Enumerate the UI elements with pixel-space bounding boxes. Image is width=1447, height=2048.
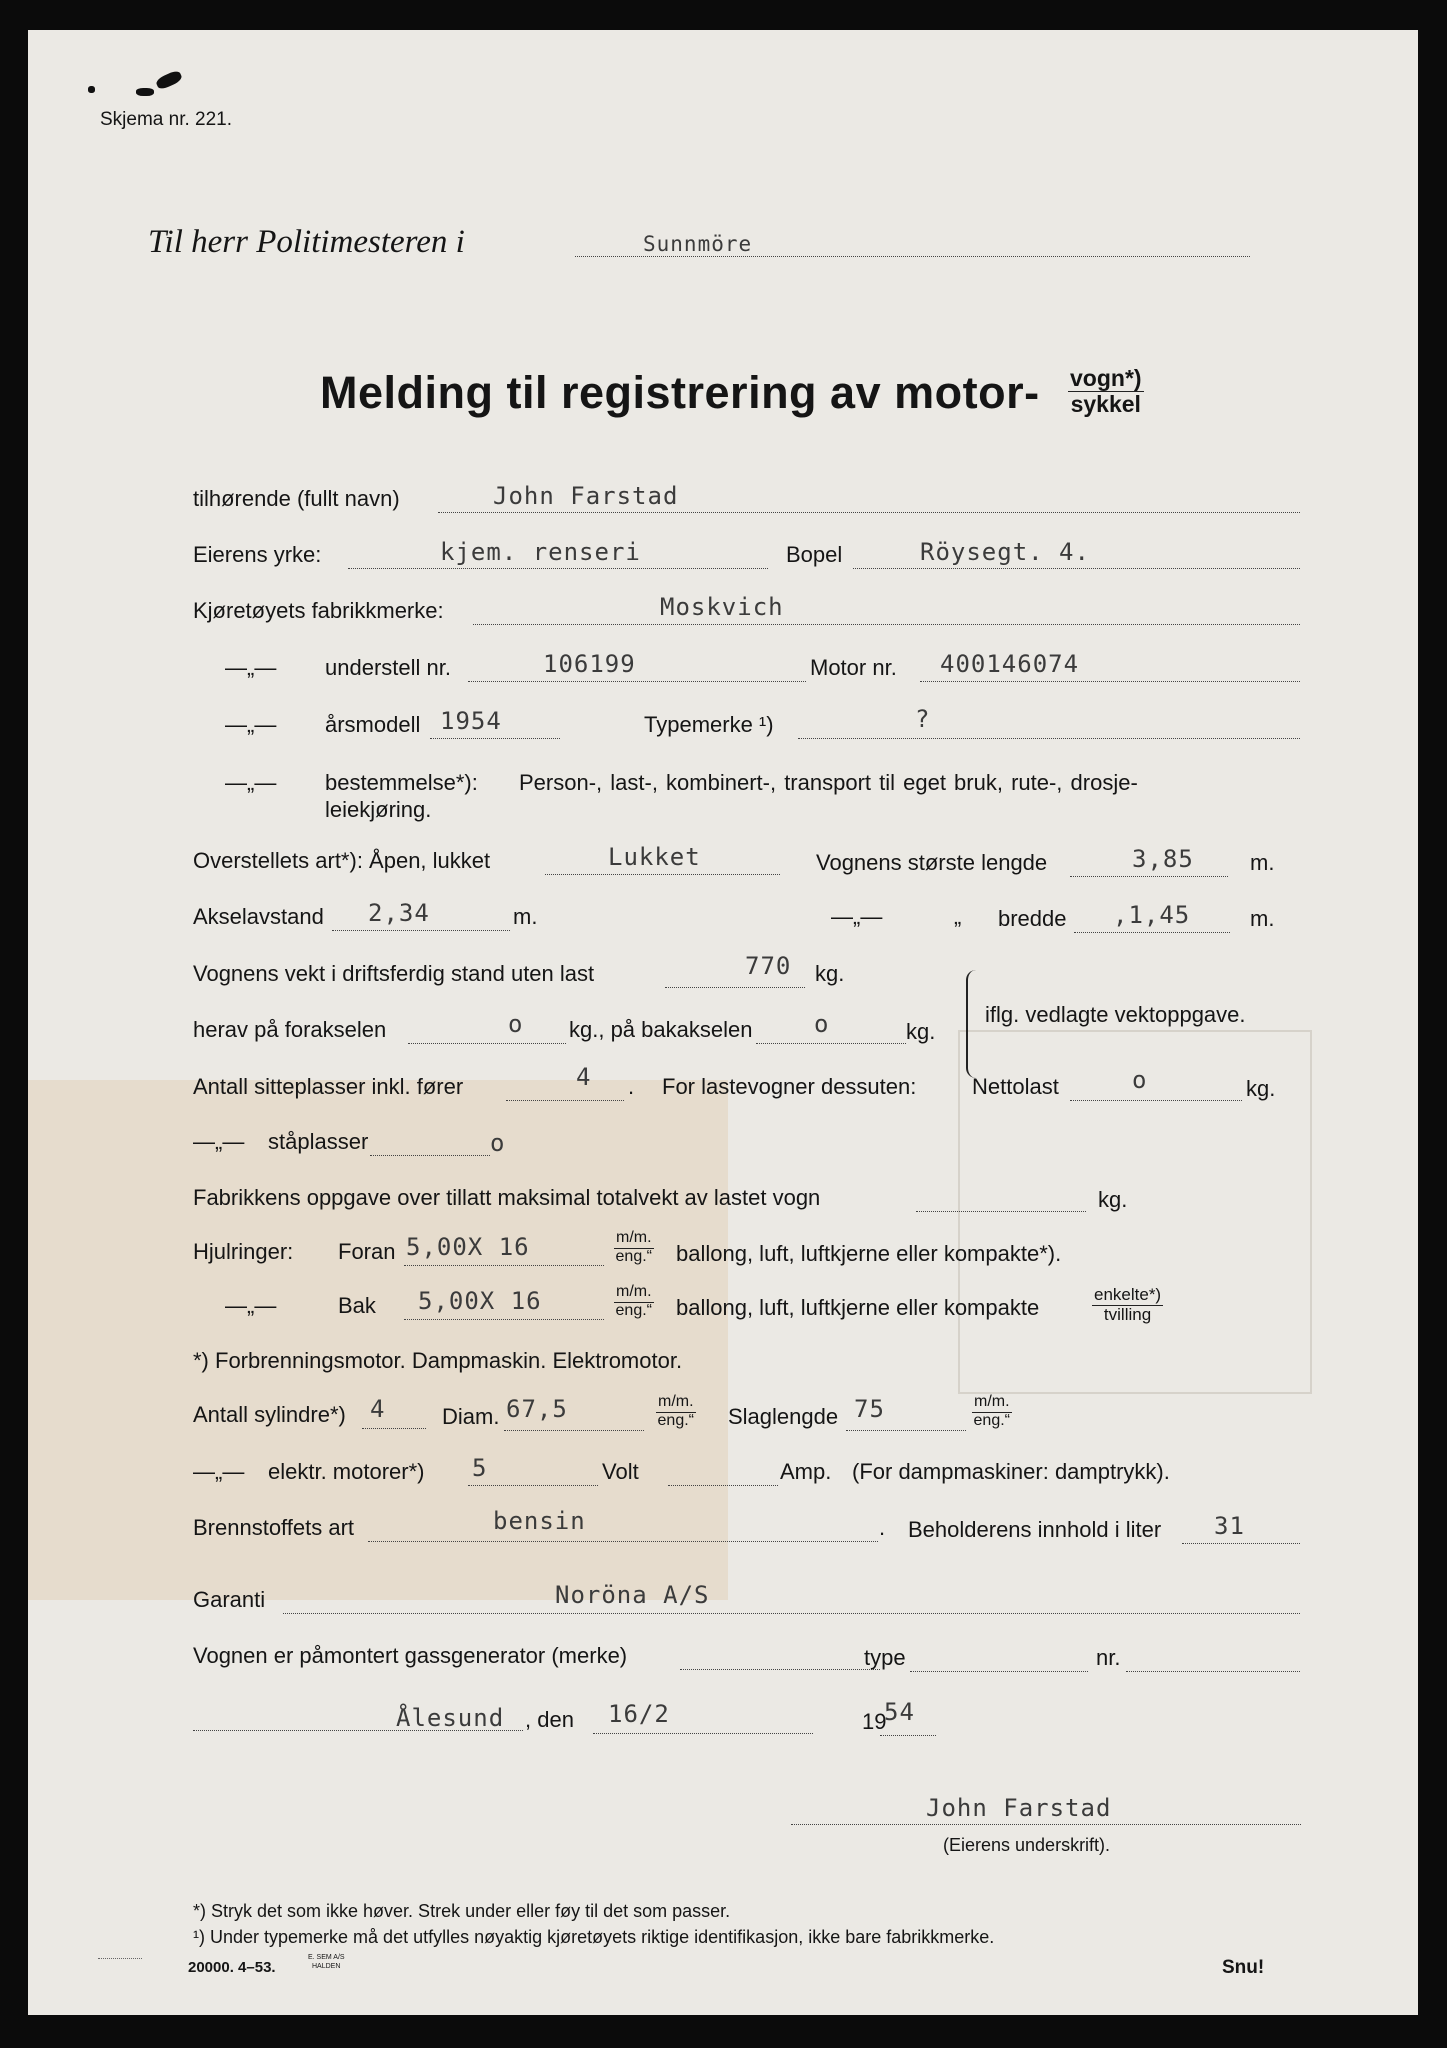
- rear-axle-unit: kg.: [906, 1019, 936, 1044]
- ditto-mark: —„—: [225, 770, 277, 795]
- wheelbase-value: 2,34: [368, 899, 430, 927]
- rear-tire-line[interactable]: [404, 1319, 604, 1320]
- weight-label: Vognens vekt i driftsferdig stand uten last: [193, 961, 595, 986]
- date-line[interactable]: [593, 1733, 813, 1734]
- length-unit: m.: [1250, 850, 1275, 875]
- twin-option[interactable]: tvilling: [1103, 1304, 1152, 1324]
- unit-mm: m/m.: [614, 1230, 654, 1249]
- purpose-options-cont[interactable]: leiekjøring.: [325, 797, 432, 822]
- max-weight-unit: kg.: [1098, 1187, 1128, 1212]
- rear-axle-line[interactable]: [756, 1043, 906, 1044]
- model-year-label: årsmodell: [325, 712, 421, 737]
- rear-tire-types[interactable]: ballong, luft, luftkjerne eller kompakte: [676, 1295, 1040, 1320]
- cylinders-label: Antall sylindre*): [193, 1402, 346, 1427]
- salutation-label: Til herr Politimesteren i: [148, 224, 465, 260]
- unit-eng: eng.“: [657, 1411, 694, 1429]
- front-axle-label: herav på forakselen: [193, 1017, 387, 1042]
- length-label: Vognens største lengde: [816, 850, 1048, 875]
- signature-caption: (Eierens underskrift).: [943, 1835, 1111, 1855]
- title-fraction: [1068, 366, 1144, 416]
- net-load-label: Nettolast: [972, 1074, 1059, 1099]
- front-axle-line[interactable]: [408, 1043, 566, 1044]
- ditto-mark: —„—: [225, 1293, 277, 1318]
- residence-label: Bopel: [786, 542, 843, 567]
- engine-line[interactable]: [920, 681, 1300, 682]
- chassis-value: 106199: [543, 650, 636, 678]
- seats-value: 4: [576, 1063, 592, 1091]
- gas-type-label: type: [864, 1645, 906, 1670]
- weight-unit: kg.: [815, 961, 845, 986]
- place-value: Ålesund: [396, 1704, 505, 1732]
- front-tire-label: Foran: [338, 1239, 396, 1264]
- max-weight-label: Fabrikkens oppgave over tillatt maksimal totalvekt av lastet vogn: [193, 1185, 821, 1210]
- wheelbase-unit: m.: [513, 904, 538, 929]
- fuel-line[interactable]: [368, 1541, 878, 1542]
- engine-label: Motor nr.: [810, 655, 897, 680]
- bore-label: Diam.: [442, 1404, 500, 1429]
- model-year-line[interactable]: [430, 738, 560, 739]
- unit-eng: eng.“: [973, 1411, 1010, 1429]
- printer-name: E. SEM A/S: [308, 1954, 345, 1961]
- form-page: [28, 30, 1418, 2015]
- cylinders-line[interactable]: [362, 1428, 426, 1429]
- rear-tire-fraction: [1092, 1286, 1163, 1324]
- fuel-period: .: [879, 1515, 886, 1540]
- stroke-label: Slaglengde: [728, 1404, 839, 1429]
- front-tire-unit: [614, 1230, 654, 1266]
- gas-type-line[interactable]: [910, 1671, 1088, 1672]
- bore-line[interactable]: [504, 1430, 644, 1431]
- purpose-label: bestemmelse*):: [325, 770, 478, 795]
- model-year-value: 1954: [440, 707, 502, 735]
- printer-city: HALDEN: [312, 1963, 341, 1970]
- cylinders-value: 4: [370, 1395, 386, 1423]
- unit-mm: m/m.: [656, 1394, 696, 1413]
- rear-tire-unit: [614, 1284, 654, 1320]
- amp-label: Amp.: [780, 1459, 832, 1484]
- unit-eng: eng.“: [615, 1301, 652, 1319]
- weight-line[interactable]: [665, 987, 805, 988]
- rear-tire-label: Bak: [338, 1293, 376, 1318]
- footer-rule: [98, 1958, 142, 1959]
- unit-eng: eng.“: [615, 1247, 652, 1265]
- gas-label: Vognen er påmontert gassgenerator (merke): [193, 1643, 628, 1668]
- freight-label: For lastevogner dessuten:: [662, 1074, 917, 1099]
- residence-value: Röysegt. 4.: [920, 538, 1090, 566]
- signature-line[interactable]: [791, 1824, 1301, 1825]
- engine-types[interactable]: *) Forbrenningsmotor. Dampmaskin. Elektromotor.: [193, 1348, 683, 1373]
- footnote-star: *) Stryk det som ikke høver. Strek under eller føy til det som passer.: [193, 1901, 731, 1921]
- type-label: Typemerke ¹): [644, 712, 774, 737]
- owner-value: John Farstad: [493, 482, 679, 510]
- purpose-options[interactable]: Person-, last-, kombinert-, transport til eget bruk, rute-, drosje-: [519, 770, 1138, 795]
- steam-label: (For dampmaskiner: damptrykk).: [852, 1459, 1170, 1484]
- unit-mm: m/m.: [614, 1284, 654, 1303]
- ink-blot: [136, 88, 154, 96]
- tank-line[interactable]: [1182, 1543, 1300, 1544]
- title-sykkel: sykkel: [1070, 391, 1141, 418]
- front-tire-line[interactable]: [404, 1265, 604, 1266]
- rear-axle-label: kg., på bakakselen: [569, 1017, 753, 1042]
- body-type-line[interactable]: [545, 874, 780, 875]
- electric-value: 5: [472, 1454, 488, 1482]
- form-number: Skjema nr. 221.: [100, 109, 233, 130]
- stroke-unit: [972, 1394, 1012, 1430]
- body-type-value: Lukket: [608, 843, 701, 871]
- wheelbase-line[interactable]: [332, 930, 510, 931]
- footnote-one: ¹) Under typemerke må det utfylles nøyaktig kjøretøyets riktige identifikasjon, ikke bare fabrikkmerke.: [193, 1927, 995, 1947]
- seats-label: Antall sitteplasser inkl. fører: [193, 1074, 464, 1099]
- fuel-label: Brennstoffets art: [193, 1515, 355, 1540]
- volt-label: Volt: [602, 1459, 639, 1484]
- make-label: Kjøretøyets fabrikkmerke:: [193, 598, 444, 623]
- weight-note: iflg. vedlagte vektoppgave.: [985, 1002, 1246, 1027]
- signature-name: John Farstad: [926, 1794, 1112, 1822]
- weight-brace: [966, 970, 982, 1078]
- net-load-value: o: [1132, 1066, 1148, 1094]
- wheelbase-label: Akselavstand: [193, 904, 324, 929]
- rear-axle-value: o: [814, 1010, 830, 1038]
- ditto-mark: —„—: [193, 1459, 245, 1484]
- paper-stain: [28, 1080, 728, 1600]
- type-value: ?: [915, 705, 931, 733]
- gas-make-line[interactable]: [680, 1669, 880, 1670]
- front-axle-value: o: [508, 1010, 524, 1038]
- width-value: ,1,45: [1113, 901, 1191, 929]
- gas-no-line[interactable]: [1126, 1671, 1300, 1672]
- rear-tire-value: 5,00X 16: [418, 1287, 542, 1315]
- owner-label: tilhørende (fullt navn): [193, 486, 400, 511]
- net-load-line[interactable]: [1070, 1100, 1242, 1101]
- title-vogn: vogn*): [1070, 365, 1142, 391]
- warranty-label: Garanti: [193, 1587, 266, 1612]
- tank-value: 31: [1214, 1512, 1245, 1540]
- width-quote: „: [954, 904, 962, 929]
- seats-period: .: [628, 1074, 635, 1099]
- standing-label: ståplasser: [268, 1129, 369, 1154]
- amp-line[interactable]: [668, 1485, 778, 1486]
- max-weight-line[interactable]: [916, 1211, 1086, 1212]
- date-value: 16/2: [608, 1700, 670, 1728]
- bore-unit: [656, 1394, 696, 1430]
- electric-line[interactable]: [468, 1485, 598, 1486]
- residence-line[interactable]: [853, 568, 1300, 569]
- single-option[interactable]: enkelte*): [1094, 1285, 1162, 1304]
- length-value: 3,85: [1132, 845, 1194, 873]
- stroke-line[interactable]: [846, 1430, 966, 1431]
- seats-line[interactable]: [506, 1100, 624, 1101]
- year-prefix: 19: [862, 1709, 887, 1734]
- type-line[interactable]: [798, 738, 1300, 739]
- ditto-mark: —„—: [193, 1129, 245, 1154]
- occupation-line[interactable]: [348, 568, 768, 569]
- standing-line[interactable]: [370, 1155, 490, 1156]
- standing-value: o: [490, 1129, 506, 1157]
- ink-blot: [155, 69, 184, 91]
- warranty-value: Noröna A/S: [555, 1581, 710, 1609]
- print-info: 20000. 4–53.: [188, 1959, 276, 1976]
- gas-no-label: nr.: [1096, 1645, 1121, 1670]
- make-value: Moskvich: [660, 593, 784, 621]
- tires-label: Hjulringer:: [193, 1239, 294, 1264]
- chassis-line[interactable]: [468, 681, 806, 682]
- district-value: Sunnmöre: [643, 232, 753, 256]
- bore-value: 67,5: [506, 1395, 568, 1423]
- occupation-label: Eierens yrke:: [193, 542, 322, 567]
- width-unit: m.: [1250, 906, 1275, 931]
- stroke-value: 75: [854, 1395, 885, 1423]
- ditto-mark: —„—: [831, 904, 883, 929]
- width-line[interactable]: [1074, 932, 1230, 933]
- net-load-unit: kg.: [1246, 1076, 1276, 1101]
- unit-mm: m/m.: [972, 1394, 1012, 1413]
- weight-value: 770: [745, 952, 792, 980]
- warranty-line[interactable]: [283, 1613, 1300, 1614]
- chassis-label: understell nr.: [325, 655, 451, 680]
- occupation-value: kjem. renseri: [440, 538, 641, 566]
- engine-value: 400146074: [940, 650, 1080, 678]
- district-line: [575, 256, 1250, 257]
- fuel-value: bensin: [493, 1507, 586, 1535]
- owner-line[interactable]: [438, 512, 1300, 513]
- electric-label: elektr. motorer*): [268, 1459, 425, 1484]
- turn-over: Snu!: [1222, 1957, 1265, 1978]
- front-tire-types[interactable]: ballong, luft, luftkjerne eller kompakte*).: [676, 1241, 1062, 1266]
- front-tire-value: 5,00X 16: [406, 1233, 530, 1261]
- ditto-mark: —„—: [225, 712, 277, 737]
- date-label: , den: [525, 1707, 574, 1732]
- year-line[interactable]: [880, 1735, 936, 1736]
- ditto-mark: —„—: [225, 655, 277, 680]
- width-label: bredde: [998, 906, 1067, 931]
- body-type-label: Overstellets art*): Åpen, lukket: [193, 848, 491, 873]
- tank-label: Beholderens innhold i liter: [908, 1517, 1162, 1542]
- ink-dot: [88, 86, 95, 93]
- form-title: Melding til registrering av motor-: [320, 367, 1040, 418]
- make-line[interactable]: [473, 624, 1300, 625]
- year-suffix: 54: [884, 1698, 915, 1726]
- length-line[interactable]: [1070, 876, 1228, 877]
